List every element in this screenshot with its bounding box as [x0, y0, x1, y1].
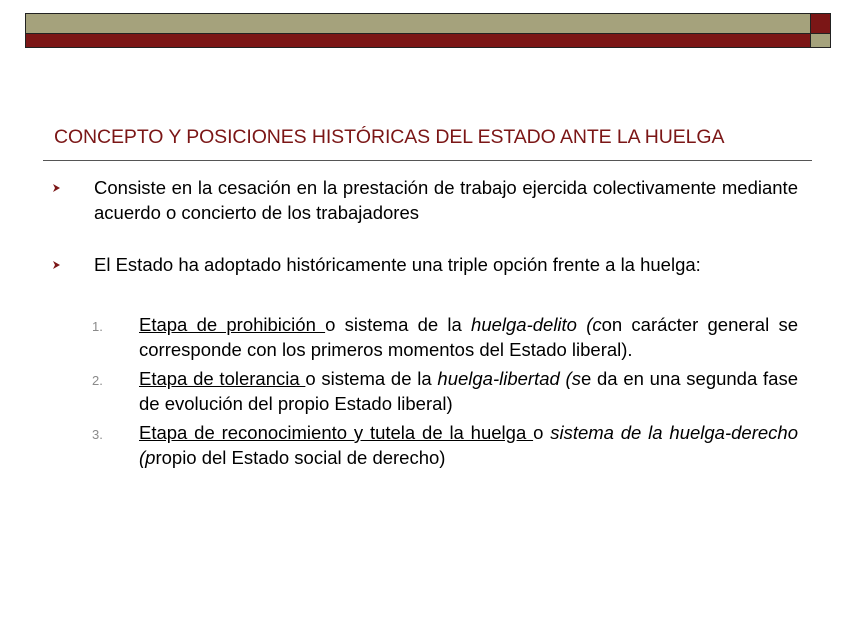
header-red-stripe — [25, 34, 811, 48]
slide-body — [52, 175, 798, 470]
bullet-text: El Estado ha adoptado históricamente una triple opción frente a la huelga: — [94, 254, 701, 275]
item-number: 1. — [92, 319, 103, 334]
header-red-square — [811, 13, 831, 34]
item-text: e da en una segunda fase de evolución del propio Estado liberal) — [139, 368, 798, 414]
numbered-item — [52, 366, 798, 416]
item-italic-text: huelga-libertad (s — [437, 368, 581, 389]
arrow-bullet-icon — [52, 183, 62, 193]
bullet-item — [52, 252, 798, 277]
numbered-item — [52, 312, 798, 362]
item-text: o sistema de la — [305, 368, 438, 389]
title-divider — [43, 160, 812, 161]
item-stage-label: Etapa de reconocimiento y tutela de la huelga — [139, 422, 534, 443]
header-olive-stripe — [25, 13, 811, 34]
arrow-bullet-icon — [52, 260, 62, 270]
item-italic-text: huelga-delito (c — [471, 314, 602, 335]
item-text: o — [533, 422, 551, 443]
item-text: ropio del Estado social de derecho) — [155, 447, 446, 468]
item-text: on carácter general se corresponde con los primeros momentos del Estado liberal). — [139, 314, 798, 360]
header-decoration-bar — [25, 13, 831, 48]
item-stage-label: Etapa de tolerancia — [139, 368, 306, 389]
numbered-item — [52, 420, 798, 470]
bullet-text: Consiste en la cesación en la prestación de trabajo ejercida colectivamente mediante acuerdo o concierto de los trabajadores — [94, 177, 798, 223]
item-number: 3. — [92, 427, 103, 442]
bullet-item — [52, 175, 798, 225]
item-italic-text: sistema de la huelga-derecho (p — [139, 422, 798, 468]
item-number: 2. — [92, 373, 103, 388]
item-text: o sistema de la — [325, 314, 472, 335]
header-olive-square — [811, 34, 831, 48]
item-stage-label: Etapa de prohibición — [139, 314, 326, 335]
slide-title: CONCEPTO Y POSICIONES HISTÓRICAS DEL ESTADO ANTE LA HUELGA — [54, 126, 725, 148]
